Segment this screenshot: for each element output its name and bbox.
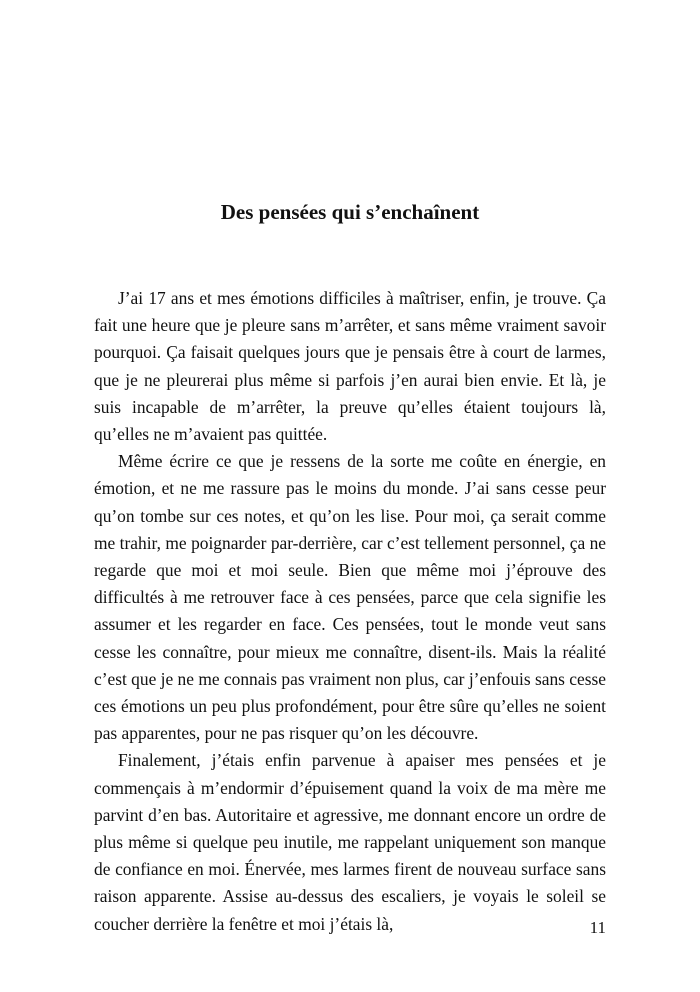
page-number: 11	[589, 918, 606, 937]
chapter-body	[94, 285, 606, 938]
chapter-title: Des pensées qui s’enchaînent	[220, 200, 480, 224]
paragraph-3: Finalement, j’étais enfin parvenue à apaiser mes pensées et je commençais à m’endormir d’épuisement quand la voix de ma mère me parvint d’en bas. Autoritaire et agressive, me donnant encore un ordre de plus même si quelque peu inutile, me rappelant uniquement son manque de confiance en moi. Énervée, mes larmes firent de nouveau surface sans raison apparente. Assise au-dessus des escaliers, je voyais le soleil se coucher derrière la fenêtre et moi j’étais là,	[94, 750, 606, 934]
paragraph-2: Même écrire ce que je ressens de la sorte me coûte en énergie, en émotion, et ne me rassure pas le moins du monde. J’ai sans cesse peur qu’on tombe sur ces notes, et qu’on les lise. Pour moi, ça serait comme me trahir, me poignarder par-derrière, car c’est tellement personnel, ça ne regarde que moi et moi seule. Bien que même moi j’éprouve des difficultés à me retrouver face à ces pensées, parce que cela signifie les assumer et les regarder en face. Ces pensées, tout le monde veut sans cesse les connaître, pour mieux me connaître, disent-ils. Mais la réalité c’est que je ne me connais pas vraiment non plus, car j’enfouis sans cesse ces émotions un peu plus profondément, pour être sûre qu’elles ne soient pas apparentes, pour ne pas risquer qu’on les découvre.	[94, 451, 606, 744]
paragraph-1: J’ai 17 ans et mes émotions difficiles à maîtriser, enfin, je trouve. Ça fait une heure que je pleure sans m’arrêter, et sans même vraiment savoir pourquoi. Ça faisait quelques jours que je pensais être à court de larmes, que je ne pleurerai plus même si parfois j’en aurai bien envie. Et là, je suis incapable de m’arrêter, la preuve qu’elles étaient toujours là, qu’elles ne m’avaient pas quittée.	[94, 288, 606, 445]
